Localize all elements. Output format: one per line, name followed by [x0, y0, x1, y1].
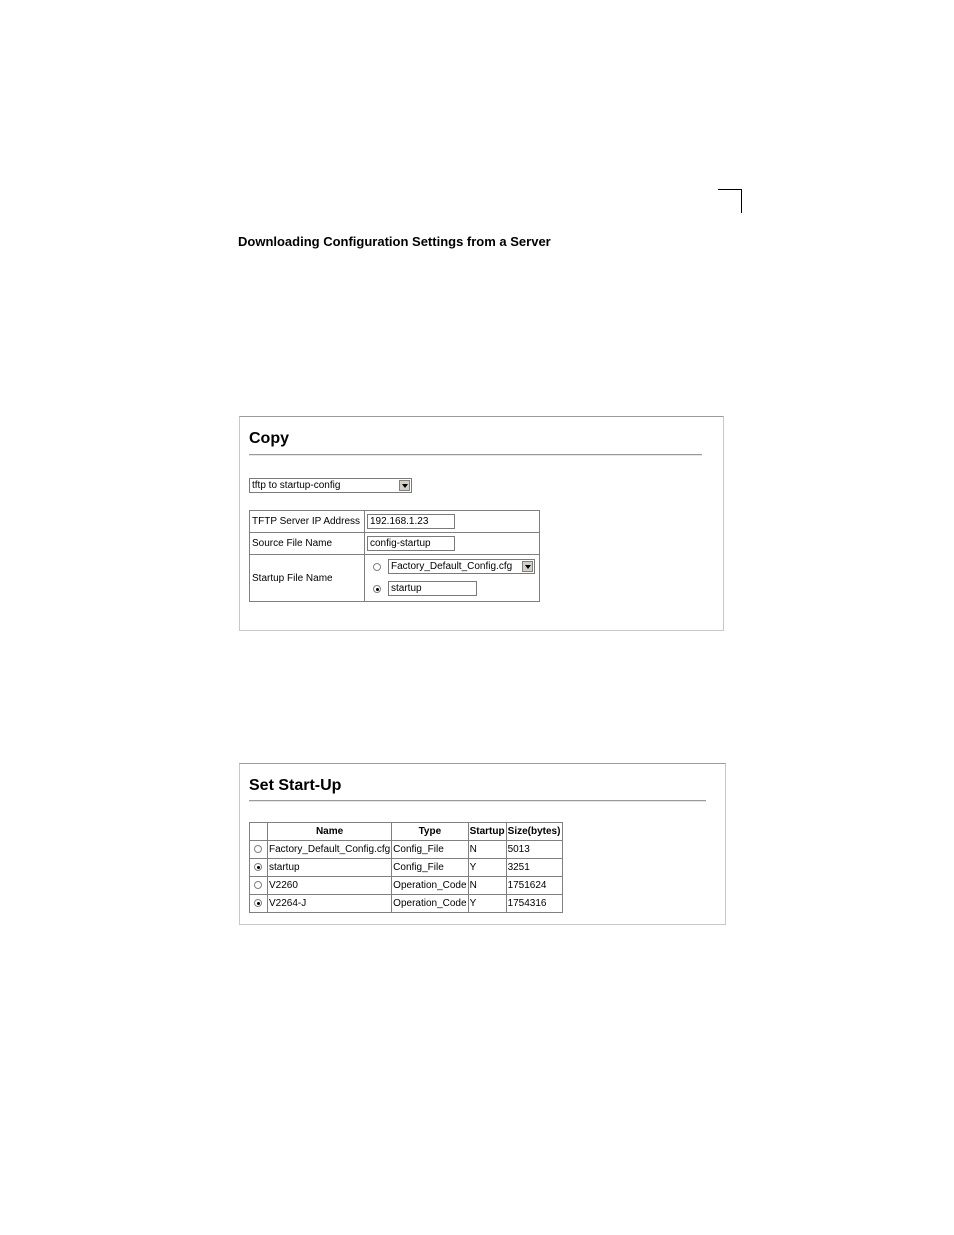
- file-size: 3251: [506, 859, 562, 877]
- startup-panel-title: Set Start-Up: [249, 777, 342, 794]
- copy-panel-title: Copy: [249, 430, 289, 447]
- file-startup: Y: [468, 895, 506, 913]
- startup-existing-radio[interactable]: [373, 563, 381, 571]
- type-column-header: Type: [392, 823, 468, 841]
- file-name: V2260: [268, 877, 392, 895]
- row-select-cell: [250, 877, 268, 895]
- source-file-input[interactable]: config-startup: [367, 536, 455, 551]
- row-select-radio[interactable]: [254, 899, 262, 907]
- file-size: 1751624: [506, 877, 562, 895]
- file-type: Config_File: [392, 859, 468, 877]
- row-select-cell: [250, 841, 268, 859]
- file-type: Operation_Code: [392, 877, 468, 895]
- file-type: Config_File: [392, 841, 468, 859]
- copy-panel: [239, 416, 724, 631]
- server-ip-label: TFTP Server IP Address: [250, 511, 365, 533]
- file-name: startup: [268, 859, 392, 877]
- source-file-cell: [365, 533, 540, 555]
- chevron-down-icon[interactable]: [399, 480, 410, 491]
- page-corner-mark: [718, 189, 742, 213]
- size-column-header: Size(bytes): [506, 823, 562, 841]
- name-column-header: Name: [268, 823, 392, 841]
- file-startup: Y: [468, 859, 506, 877]
- startup-panel: [239, 763, 726, 925]
- server-ip-cell: [365, 511, 540, 533]
- startup-existing-select[interactable]: [388, 559, 535, 574]
- section-heading: Downloading Configuration Settings from a Server: [238, 234, 551, 249]
- file-startup: N: [468, 877, 506, 895]
- row-select-radio[interactable]: [254, 863, 262, 871]
- startup-new-radio[interactable]: [373, 585, 381, 593]
- table-row[interactable]: [250, 859, 563, 877]
- startup-existing-selected: Factory_Default_Config.cfg: [391, 561, 513, 572]
- copy-type-selected: tftp to startup-config: [252, 480, 341, 491]
- file-name: V2264-J: [268, 895, 392, 913]
- row-select-radio[interactable]: [254, 881, 262, 889]
- file-type: Operation_Code: [392, 895, 468, 913]
- file-size: 1754316: [506, 895, 562, 913]
- copy-settings-table: [249, 510, 540, 602]
- server-ip-input[interactable]: 192.168.1.23: [367, 514, 455, 529]
- row-select-cell: [250, 859, 268, 877]
- row-select-radio[interactable]: [254, 845, 262, 853]
- source-file-label: Source File Name: [250, 533, 365, 555]
- startup-file-label: Startup File Name: [250, 555, 365, 602]
- chevron-down-icon[interactable]: [522, 561, 533, 572]
- table-row[interactable]: [250, 895, 563, 913]
- copy-panel-divider: [249, 454, 702, 456]
- file-name: Factory_Default_Config.cfg: [268, 841, 392, 859]
- startup-new-input[interactable]: startup: [388, 581, 477, 596]
- startup-panel-divider: [249, 800, 706, 802]
- copy-type-select[interactable]: [249, 478, 412, 493]
- file-startup: N: [468, 841, 506, 859]
- startup-file-cell: [365, 555, 540, 602]
- startup-file-table: [249, 822, 563, 913]
- table-row[interactable]: [250, 841, 563, 859]
- startup-column-header: Startup: [468, 823, 506, 841]
- file-size: 5013: [506, 841, 562, 859]
- select-column-header: [250, 823, 268, 841]
- row-select-cell: [250, 895, 268, 913]
- table-row[interactable]: [250, 877, 563, 895]
